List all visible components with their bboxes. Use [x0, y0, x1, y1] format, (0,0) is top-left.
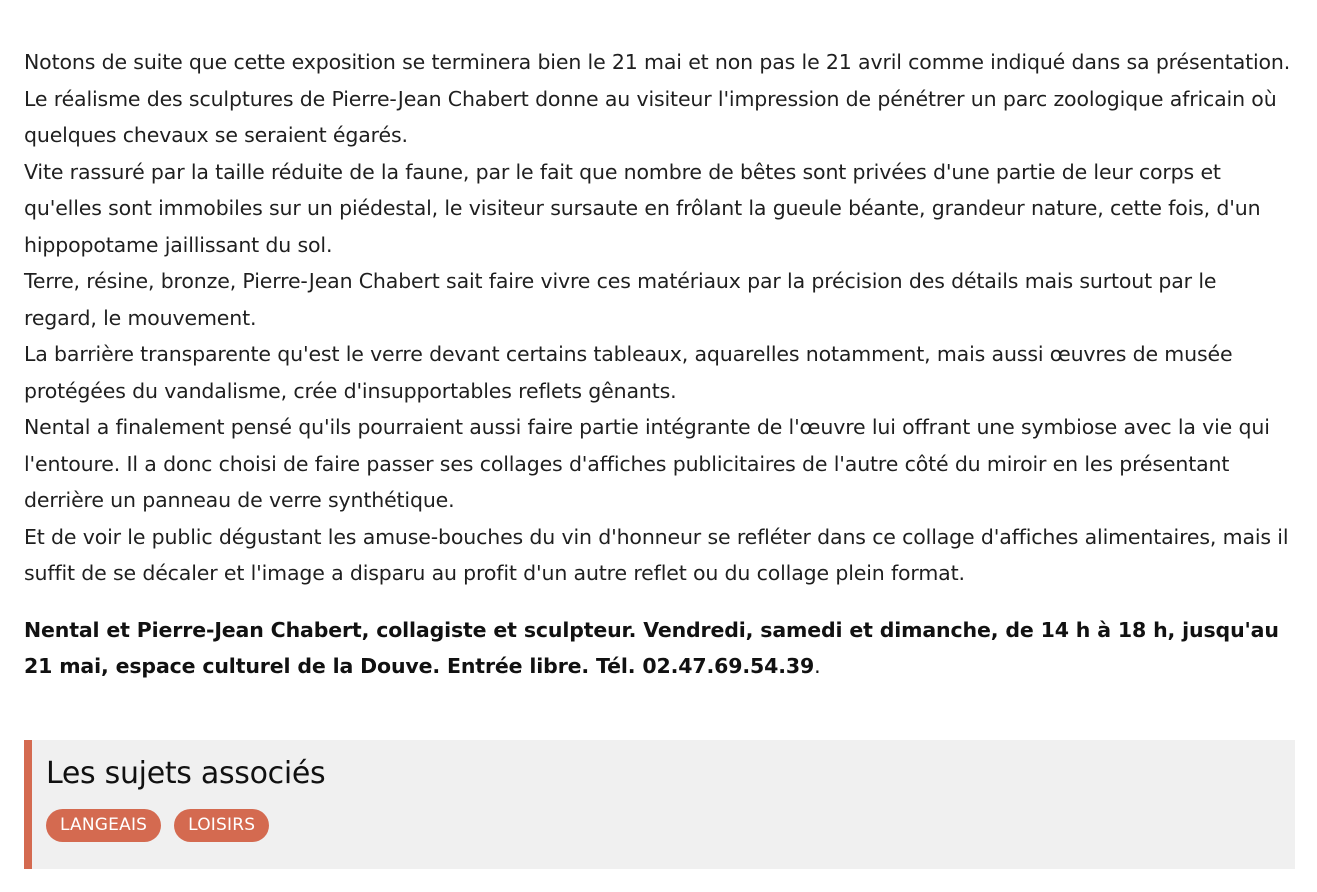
related-topics-panel: [24, 740, 1295, 869]
tag-loisirs[interactable]: LOISIRS: [174, 809, 269, 842]
tag-langeais[interactable]: LANGEAIS: [46, 809, 161, 842]
related-topics-title: Les sujets associés: [46, 756, 326, 791]
article-body: [24, 44, 1292, 592]
article-paragraph: Nental a finalement pensé qu'ils pourraient aussi faire partie intégrante de l'œuvre lui offrant une symbiose avec la vie qui l'entoure. Il a donc choisi de faire passer ses collages d'affiches publicitaires de l'autre côté du miroir en les présentant derrière un panneau de verre synthétique.: [24, 415, 1270, 512]
event-info-tail: .: [814, 654, 821, 678]
article-paragraph: Terre, résine, bronze, Pierre-Jean Chabert sait faire vivre ces matériaux par la précision des détails mais surtout par le regard, le mouvement.: [24, 269, 1217, 330]
article-paragraph: La barrière transparente qu'est le verre devant certains tableaux, aquarelles notamment, mais aussi œuvres de musée protégées du vandalisme, crée d'insupportables reflets gênants.: [24, 342, 1233, 403]
article-paragraph: Vite rassuré par la taille réduite de la faune, par le fait que nombre de bêtes sont privées d'une partie de leur corps et qu'elles sont immobiles sur un piédestal, le visiteur sursaute en frôlant la gueule béante, grandeur nature, cette fois, d'un hippopotame jaillissant du sol.: [24, 159, 1261, 257]
article-paragraph: Le réalisme des sculptures de Pierre-Jean Chabert donne au visiteur l'impression de pénétrer un parc zoologique africain où quelques chevaux se seraient égarés.: [24, 86, 1277, 147]
tag-list: [46, 809, 1295, 842]
event-info: [24, 612, 1292, 685]
article-paragraph: Et de voir le public dégustant les amuse-bouches du vin d'honneur se refléter dans ce collage d'affiches alimentaires, mais il suffit de se décaler et l'image a disparu au profit d'un autre reflet ou du collage plein format.: [24, 524, 1289, 585]
event-info-bold: Nental et Pierre-Jean Chabert, collagiste et sculpteur. Vendredi, samedi et dimanche, de 14 h à 18 h, jusqu'au 21 mai, espace culturel de la Douve. Entrée libre. Tél. 02.47.69.54.39: [24, 617, 1279, 678]
article: [24, 44, 1292, 685]
article-paragraph: Notons de suite que cette exposition se terminera bien le 21 mai et non pas le 21 avril comme indiqué dans sa présentation.: [24, 50, 1291, 74]
